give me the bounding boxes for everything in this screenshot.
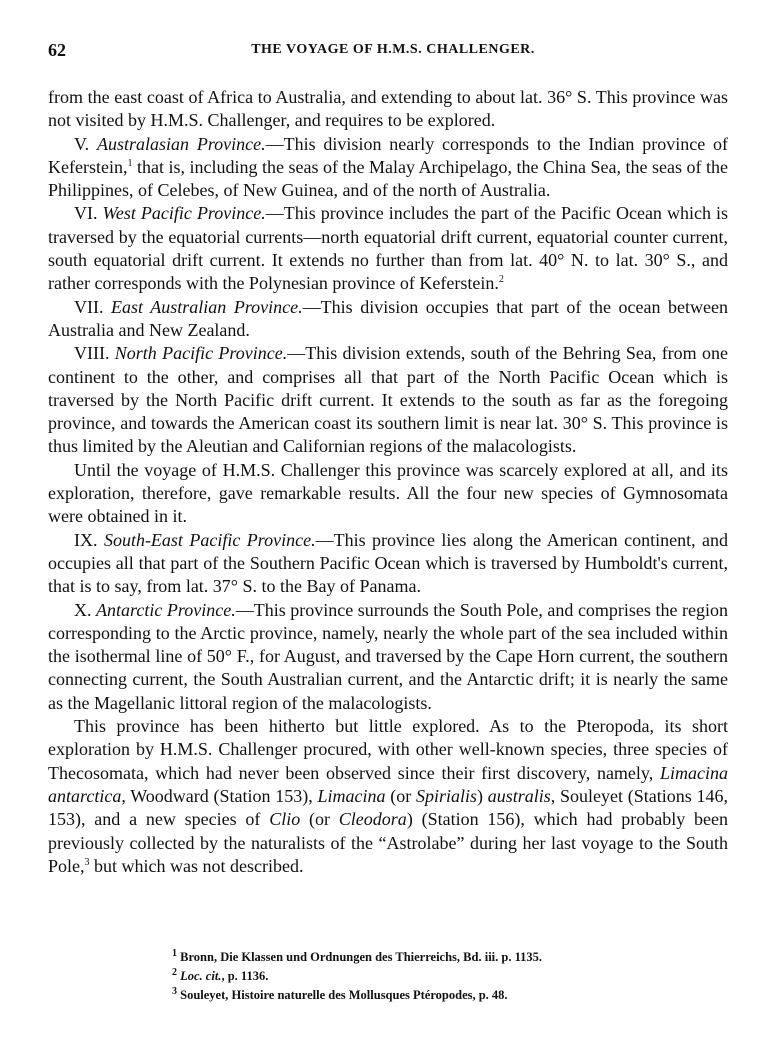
province-name: South-East Pacific Province.	[103, 529, 316, 550]
paragraph-west-pacific: VI. West Pacific Province.—This province includes the part of the Pacific Ocean which is traversed by the equatorial currents—north equatorial drift current, equatorial counter current, south equatorial drift current. It extends no further than from lat. 40° N. to lat. 30° S., and rather corresponds with the Polynesian province of Keferstein.$^2$	[48, 203, 729, 294]
paragraph-antarctic: X. Antarctic Province.—This province surrounds the South Pole, and comprises the region corresponding to the Arctic province, namely, nearly the whole part of the sea included within the isothermal line of 50° F., for August, and traversed by the Cape Horn current, the southern connecting current, the South Australian current, and the Antarctic drift; it is nearly the same as the Magellanic littoral region of the malacologists.	[48, 599, 728, 713]
paragraph-south-east-pacific: IX. South-East Pacific Province.—This province lies along the American continent, and occupies all that part of the Southern Pacific Ocean which is traversed by Humboldt's current, that is to say, from lat. 37° S. to the Bay of Panama.	[48, 529, 728, 597]
footnote-2: $^2$ Loc. cit., p. 1136.	[172, 966, 269, 983]
species-name: Spirialis	[416, 785, 478, 806]
page-number: 62	[48, 40, 66, 60]
footnote-ref: 3	[84, 856, 90, 868]
footnote-ref: 1	[127, 157, 133, 169]
footnote-1: $^1$ Bronn, Die Klassen und Ordnungen des Thierreichs, Bd. iii. p. 1135.	[172, 947, 543, 964]
species-name: Clio	[269, 809, 301, 830]
footnotes	[172, 948, 692, 1005]
page-header	[48, 40, 738, 66]
species-name: Cleodora	[338, 809, 407, 830]
species-name: australis	[487, 785, 551, 806]
body-text	[48, 86, 728, 878]
province-name: North Pacific Province.	[114, 343, 288, 364]
province-name: Antarctic Province.	[96, 599, 236, 620]
province-name: West Pacific Province.	[102, 203, 266, 224]
province-name: East Australian Province.	[111, 296, 303, 317]
paragraph: Until the voyage of H.M.S. Challenger this province was scarcely explored at all, and its exploration, therefore, gave remarkable results. All the four new species of Gymnosomata were obtained in it.	[48, 459, 728, 527]
species-name: Limacina antarctica	[48, 762, 728, 806]
paragraph-north-pacific: VIII. North Pacific Province.—This division extends, south of the Behring Sea, from one continent to the other, and comprises all that part of the North Pacific Ocean which is traversed by the North Pacific drift current. It extends to the south as far as the foregoing province, and towards the American coast its southern limit is near lat. 30° S. This province is thus limited by the Aleutian and Californian regions of the malacologists.	[48, 343, 728, 457]
footnote-3: $^3$ Souleyet, Histoire naturelle des Mollusques Ptéropodes, p. 48.	[172, 985, 508, 1002]
paragraph: from the east coast of Africa to Australia, and extending to about lat. 36° S. This province was not visited by H.M.S. Challenger, and requires to be explored.	[48, 87, 728, 131]
province-name: Australasian Province.	[97, 133, 266, 154]
footnote-ref: 2	[498, 274, 504, 286]
paragraph-australasian: V. Australasian Province.—This division nearly corresponds to the Indian province of Keferstein,$^1$ that is, including the seas of the Malay Archipelago, the China Sea, the seas of the Philippines, of Celebes, of New Guinea, and of the north of Australia.	[48, 133, 728, 201]
running-head: THE VOYAGE OF H.M.S. CHALLENGER.	[251, 42, 535, 57]
species-name: Limacina	[317, 785, 386, 806]
paragraph-east-australian: VII. East Australian Province.—This division occupies that part of the ocean between Australia and New Zealand.	[48, 296, 728, 340]
paragraph: This province has been hitherto but little explored. As to the Pteropoda, its short exploration by H.M.S. Challenger procured, with other well-known species, three species of Thecosomata, which had never been observed since their first discovery, namely, Limacina antarctica, Woodward (Station 153), Limacina (or Spirialis) australis, Souleyet (Stations 146, 153), and a new species of Clio (or Cleodora) (Station 156), which had probably been previously collected by the naturalists of the “Astrolabe” during her last voyage to the South Pole,$^3$ but which was not described.	[48, 716, 729, 876]
